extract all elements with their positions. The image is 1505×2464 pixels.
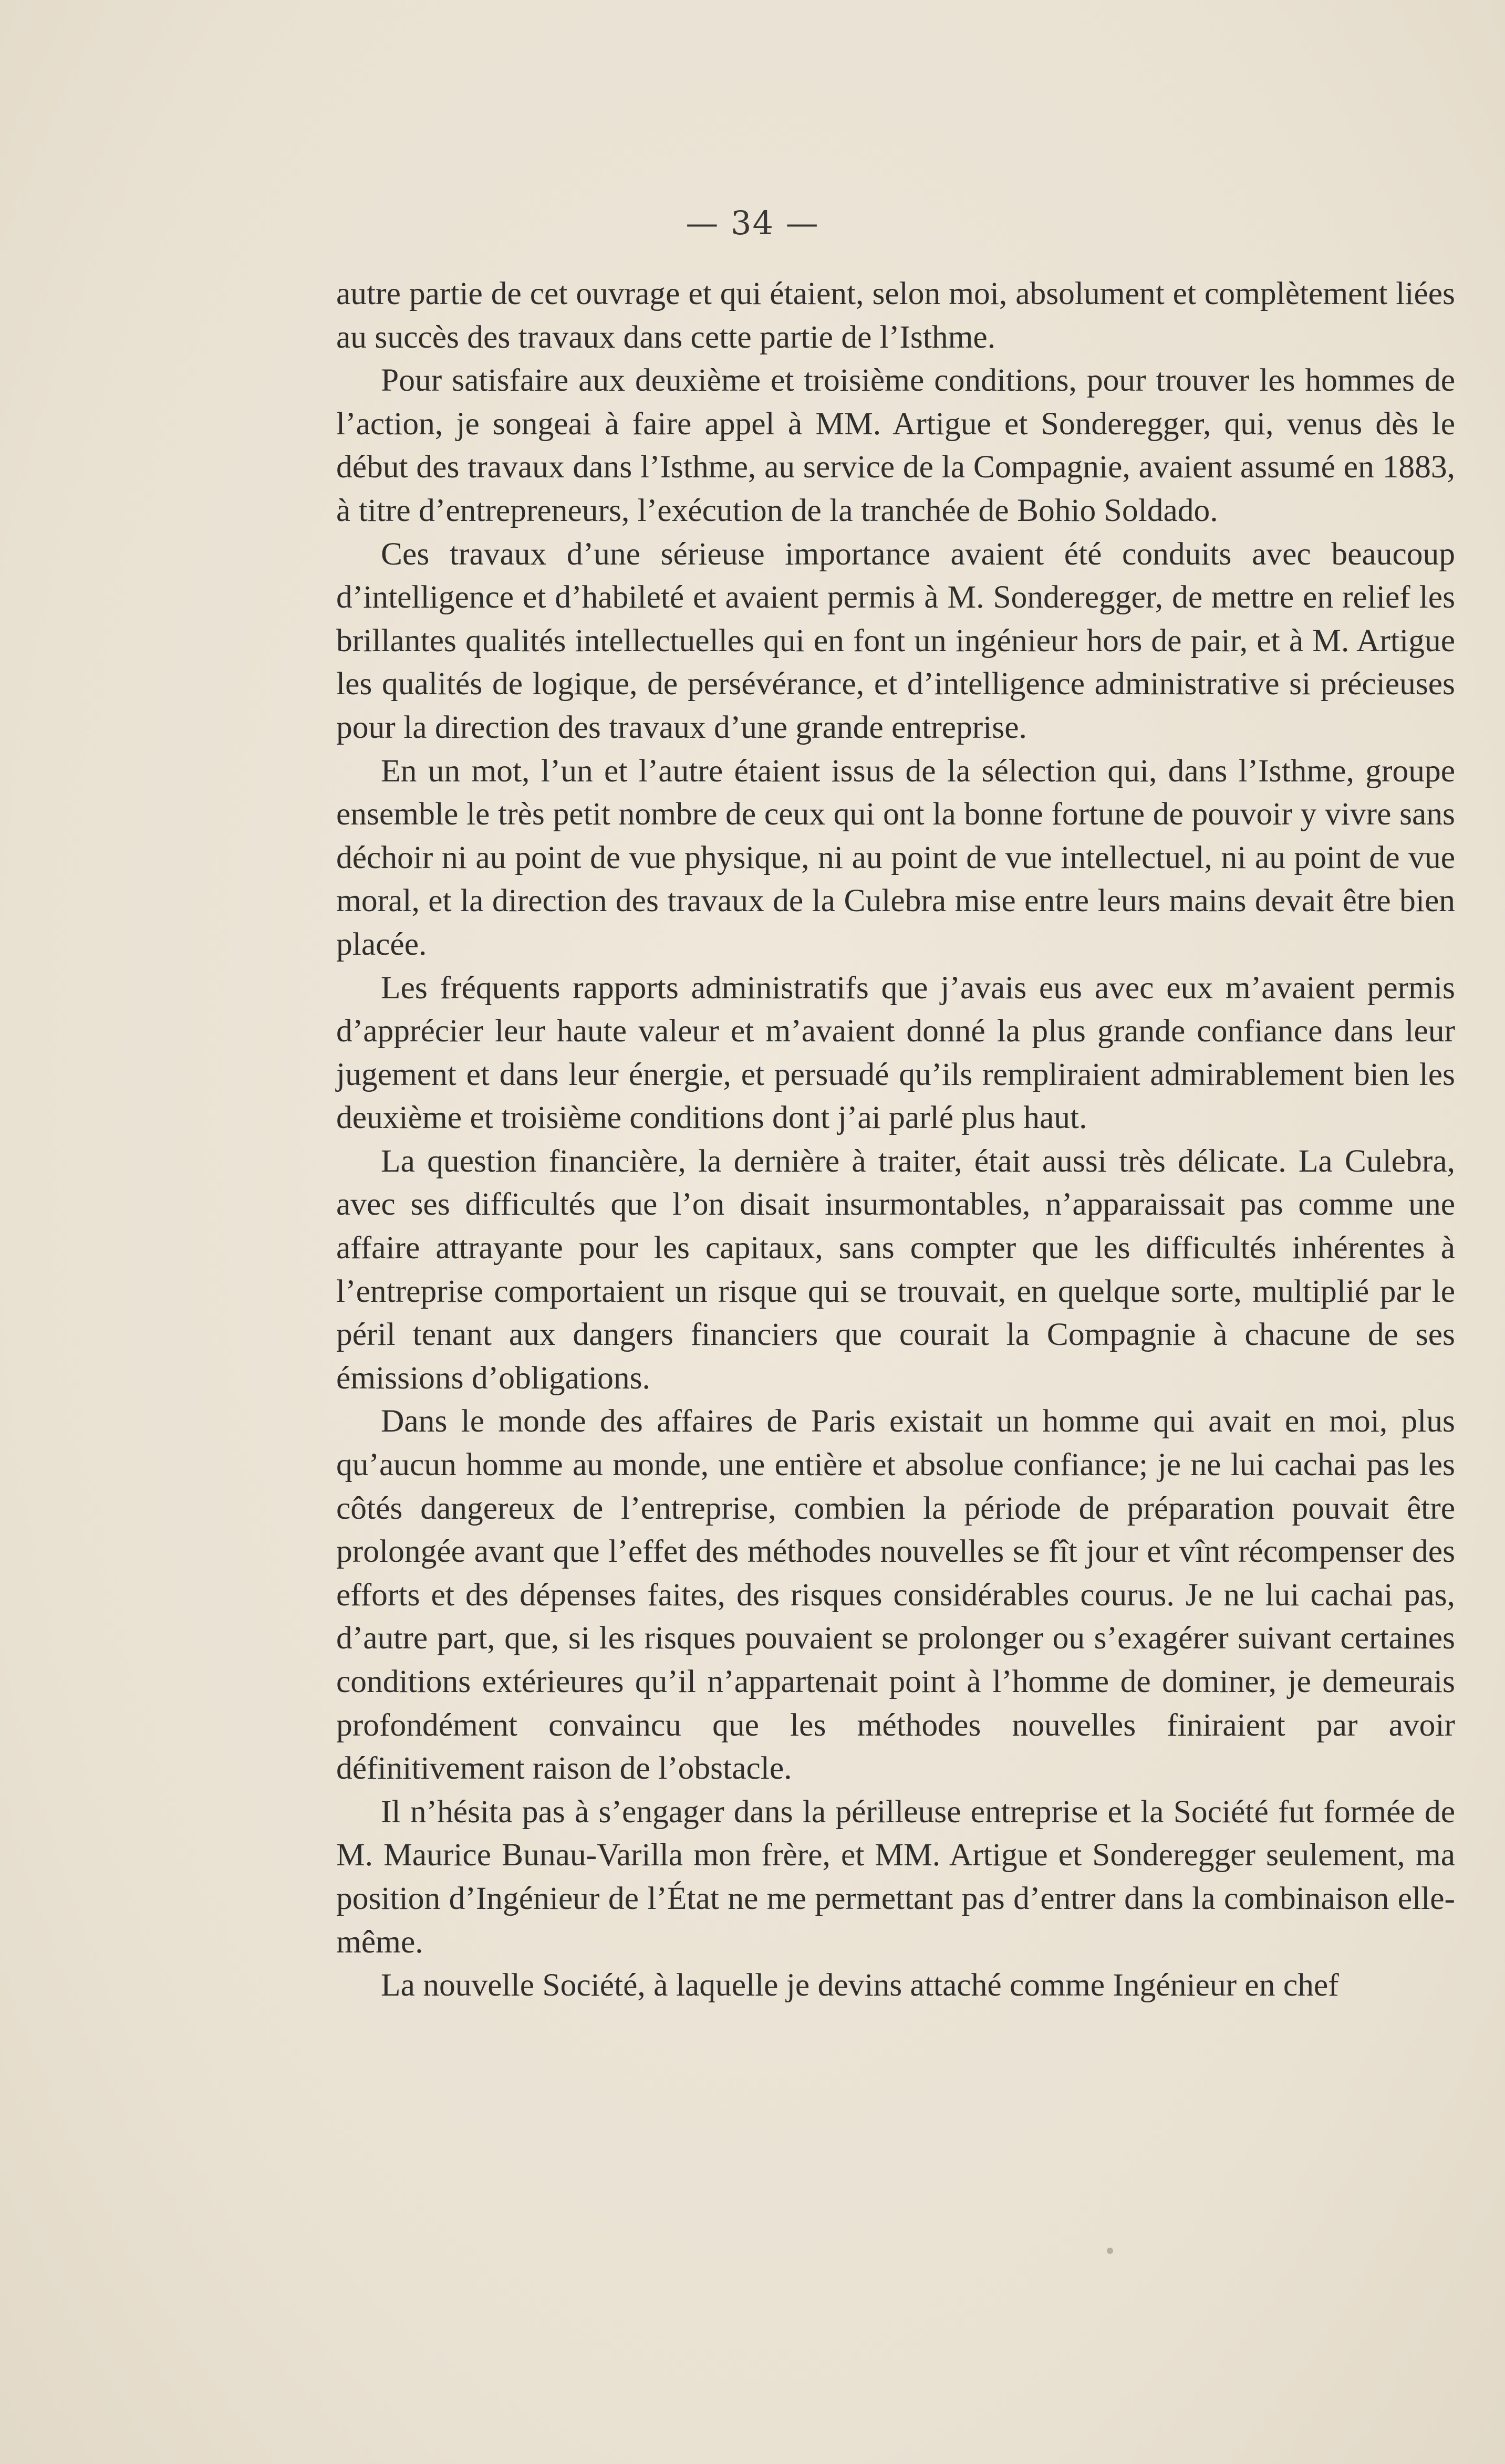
paragraph: Les fréquents rapports administratifs que j’avais eus avec eux m’avaient permis d’apprécier leur haute valeur et m’avaient donné la plus grande confiance dans leur jugement et dans leur énergie, et persuadé qu’ils rempliraient admirablement bien les deuxième et troisième conditions dont j’ai parlé plus haut.: [336, 969, 1455, 1136]
paragraph: Pour satisfaire aux deuxième et troisième conditions, pour trouver les hommes de l’action, je songeai à faire appel à MM. Artigue et Sonderegger, qui, venus dès le début des travaux dans l’Isthme, au service de la Compagnie, avaient assumé en 1883, à titre d’entrepreneurs, l’exécution de la tranchée de Bohio Soldado.: [336, 362, 1455, 528]
paragraph: Ces travaux d’une sérieuse importance avaient été conduits avec beaucoup d’intelligence et d’habileté et avaient permis à M. Sonderegger, de mettre en relief les brillantes qualités intellectuelles qui en font un ingénieur hors de pair, et à M. Artigue les qualités de logique, de persévérance, et d’intelligence administrative si précieuses pour la direction des travaux d’une grande entreprise.: [336, 536, 1455, 745]
page-number: — 34 —: [686, 204, 819, 242]
paragraph: Il n’hésita pas à s’engager dans la périlleuse entreprise et la Société fut formée de M. Maurice Bunau-Varilla mon frère, et MM. Artigue et Sonderegger seulement, ma position d’Ingénieur de l’État ne me permettant pas d’entrer dans la combinaison elle-même.: [336, 1793, 1455, 1960]
paragraph: La nouvelle Société, à laquelle je devins attaché comme Ingénieur en chef: [381, 1967, 1339, 2003]
paragraph: La question financière, la dernière à traiter, était aussi très délicate. La Culebra, avec ses difficultés que l’on disait insurmontables, n’apparaissait pas comme une affaire attrayante pour les capitaux, sans compter que les difficultés inhérentes à l’entreprise comportaient un risque qui se trouvait, en quelque sorte, multiplié par le péril tenant aux dangers financiers que courait la Compagnie à chacune de ses émissions d’obligations.: [336, 1143, 1455, 1396]
paragraph: En un mot, l’un et l’autre étaient issus de la sélection qui, dans l’Isthme, groupe ensemble le très petit nombre de ceux qui ont la bonne fortune de pouvoir y vivre sans déchoir ni au point de vue physique, ni au point de vue intellectuel, ni au point de vue moral, et la direction des travaux de la Culebra mise entre leurs mains devait être bien placée.: [336, 753, 1455, 962]
body-text: [336, 272, 1455, 2007]
paragraph: autre partie de cet ouvrage et qui étaient, selon moi, absolument et complètement liées au succès des travaux dans cette partie de l’Isthme.: [336, 276, 1455, 355]
paper-speck: [1107, 2248, 1113, 2254]
paragraph: Dans le monde des affaires de Paris existait un homme qui avait en moi, plus qu’aucun homme au monde, une entière et absolue confiance; je ne lui cachai pas les côtés dangereux de l’entreprise, combien la période de préparation pouvait être prolongée avant que l’effet des méthodes nouvelles se fît jour et vînt récompenser des efforts et des dépenses faites, des risques considérables courus. Je ne lui cachai pas, d’autre part, que, si les risques pouvaient se prolonger ou s’exagérer suivant certaines conditions extérieures qu’il n’appartenait point à l’homme de dominer, je demeurais profondément convaincu que les méthodes nouvelles finiraient par avoir définitivement raison de l’obstacle.: [336, 1403, 1455, 1787]
